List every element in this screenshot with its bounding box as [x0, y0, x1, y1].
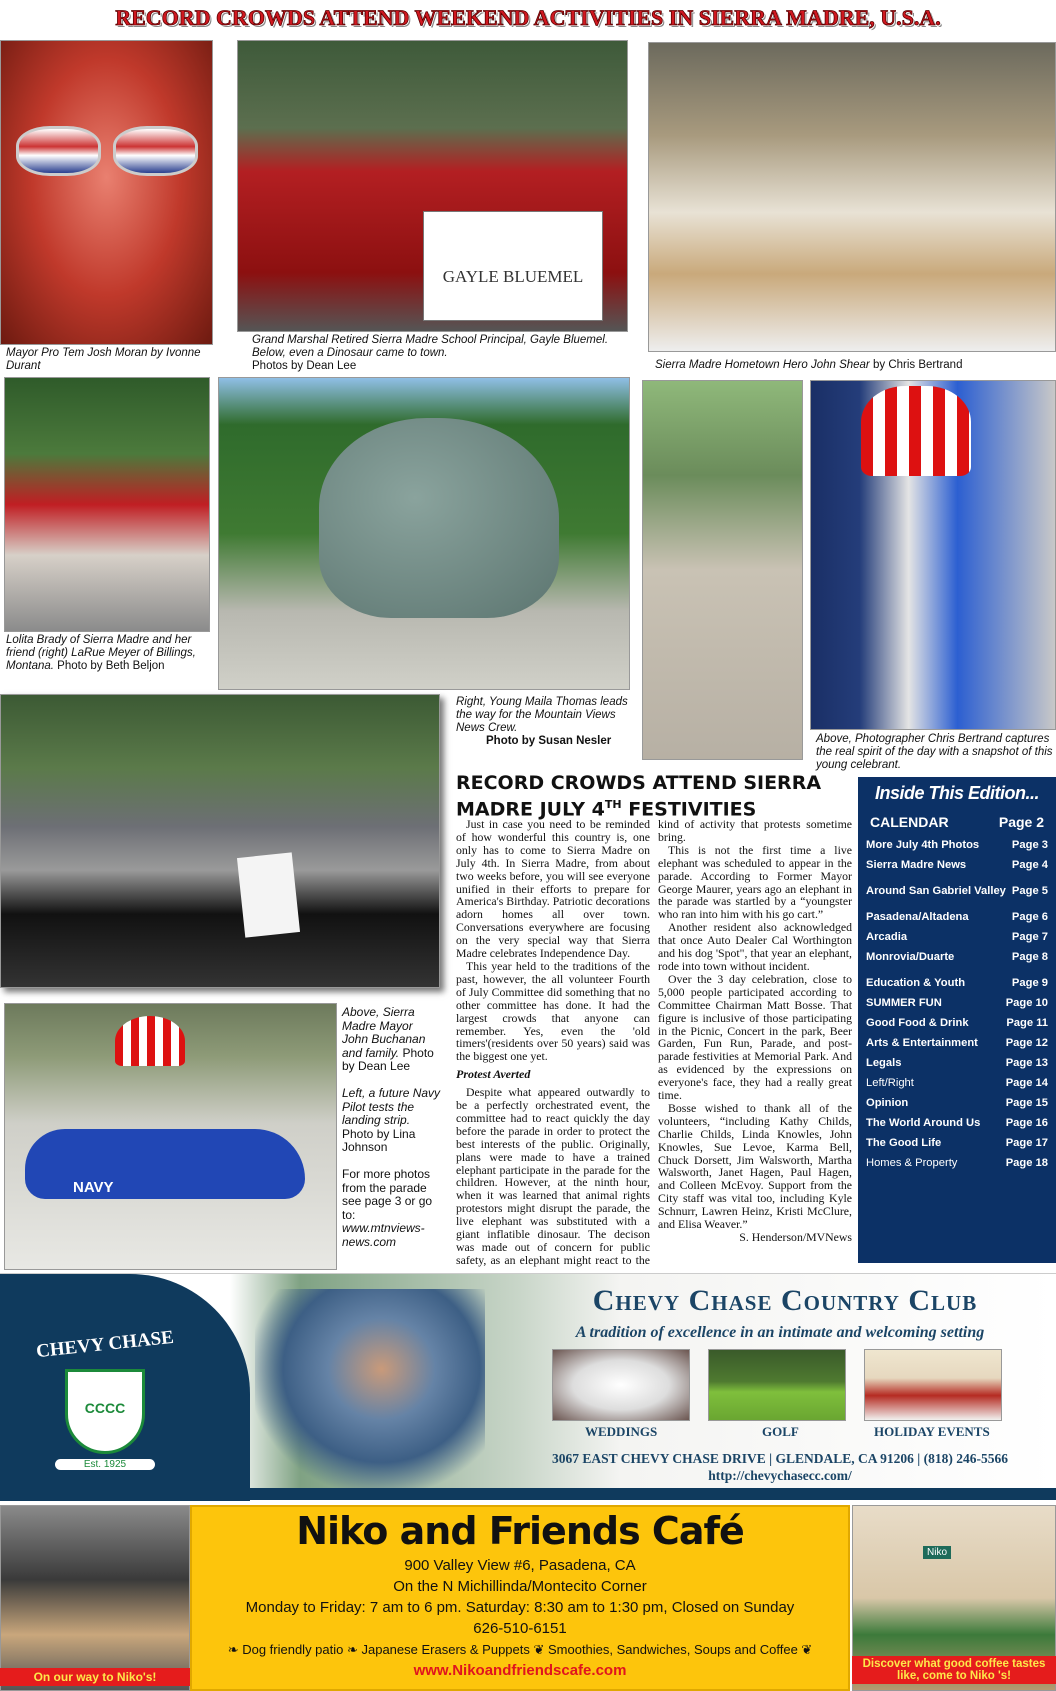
photo-lolita-brady — [4, 377, 210, 632]
toc-item[interactable] — [866, 997, 1048, 1009]
toc-page: Page 5 — [1011, 885, 1048, 897]
article-headline: RECORD CROWDS ATTEND SIERRA MADRE JULY 4TH FESTIVITIES — [456, 772, 822, 821]
toc-page: Page 8 — [1011, 951, 1048, 963]
toc-page: Page 18 — [1005, 1157, 1048, 1169]
toc-label: CALENDAR — [870, 814, 949, 830]
photo-john-shear — [648, 42, 1056, 352]
toc-item[interactable] — [866, 1057, 1048, 1069]
toc-item[interactable] — [866, 885, 1048, 897]
toc-label: SUMMER FUN — [866, 997, 942, 1009]
niko-phone: 626-510-6151 — [473, 1620, 567, 1637]
label-holiday-events: HOLIDAY EVENTS — [874, 1424, 990, 1439]
photo-young-celebrant — [810, 380, 1056, 730]
golfer-photo — [255, 1289, 485, 1489]
toc-item[interactable] — [866, 1137, 1048, 1149]
toc-page: Page 16 — [1005, 1117, 1048, 1129]
caption-grand-marshal: Grand Marshal Retired Sierra Madre School Principal, Gayle Bluemel. Below, even a Dinosaur came to town. Photos by Dean Lee — [252, 334, 609, 372]
photo-maila-thomas — [642, 380, 803, 760]
label-golf: GOLF — [762, 1424, 799, 1439]
toc-label: The World Around Us — [866, 1117, 981, 1129]
holiday-events-photo — [864, 1349, 1002, 1421]
page-title: RECORD CROWDS ATTEND WEEKEND ACTIVITIES IN SIERRA MADRE, U.S.A. — [115, 5, 941, 30]
niko-left-label: On our way to Niko's! — [0, 1668, 190, 1686]
chevy-logo-panel — [0, 1274, 250, 1501]
toc-label: Around San Gabriel Valley — [866, 885, 1006, 897]
chevy-chase-ad[interactable] — [0, 1273, 1056, 1500]
toc-page: Page 14 — [1005, 1077, 1048, 1089]
toc-page: Page 13 — [1005, 1057, 1048, 1069]
navy-plane-text: NAVY — [73, 1179, 114, 1196]
inside-this-edition — [858, 777, 1056, 1263]
toc-label: Arts & Entertainment — [866, 1037, 978, 1049]
toc-item[interactable] — [866, 839, 1048, 851]
toc-item[interactable] — [866, 1037, 1048, 1049]
caption-lolita: Lolita Brady of Sierra Madre and her friend (right) LaRue Meyer of Billings, Montana. Photo by Beth Beljon — [6, 634, 196, 672]
toc-page: Page 3 — [1011, 839, 1048, 851]
chevy-logo-text: CHEVY CHASE — [35, 1326, 175, 1363]
toc-page: Page 2 — [998, 814, 1044, 830]
toc-label: Homes & Property — [866, 1157, 958, 1169]
toc-page: Page 6 — [1011, 911, 1048, 923]
chevy-title: Chevy Chase Country Club — [592, 1284, 978, 1317]
toc-label: Monrovia/Duarte — [866, 951, 955, 963]
photo-navy-pilot — [4, 1003, 337, 1270]
more-photos-link[interactable]: www.mtnviews-news.com — [342, 1221, 425, 1249]
toc-page: Page 15 — [1005, 1097, 1048, 1109]
toc-label: Education & Youth — [866, 977, 966, 989]
toc-label: Sierra Madre News — [866, 859, 967, 871]
toc-item[interactable] — [866, 931, 1048, 943]
toc-item[interactable] — [866, 859, 1048, 871]
toc-page: Page 12 — [1005, 1037, 1048, 1049]
golf-photo — [708, 1349, 846, 1421]
toc-item[interactable] — [866, 1117, 1048, 1129]
toc-page: Page 7 — [1011, 931, 1048, 943]
photo-josh-moran — [0, 40, 213, 345]
niko-address: 900 Valley View #6, Pasadena, CA — [404, 1557, 636, 1574]
toc-item[interactable] — [866, 1077, 1048, 1089]
article-byline: S. Henderson/MVNews — [739, 1230, 852, 1244]
chevy-url[interactable]: http://chevychasecc.com/ — [708, 1468, 852, 1483]
chevy-tagline: A tradition of excellence in an intimate and welcoming setting — [575, 1324, 985, 1341]
caption-bertrand: Above, Photographer Chris Bertrand captures the real spirit of the day with a snapshot of this young celebrant. — [816, 733, 1053, 771]
caption-shear: Sierra Madre Hometown Hero John Shear by Chris Bertrand — [655, 359, 963, 371]
toc-label: Left/Right — [866, 1077, 914, 1089]
article-column-1: Just in case you need to be reminded of how wonderful this country is, one only has to come to Sierra Madre on July 4th. In Sierra Madre, from about two weeks before, you will see everyone unified in their efforts to prepare for America's Birthday. Patriotic decorations adorn homes all over town. Conversations everywhere are focusing on the very special way that Sierra Madre celebrates Independence Day. This year held to the traditions of the past, however, the all volunteer Fourth of July Committee did something that no other committee has done. It had the largest crowds that anyone can remember. Yes, even the 'old timers'(residents over 50 years) said was the biggest one yet. Protest Averted Despite what appeared outwardly to be a perfectly orchestrated event, the committee had to react quickly the day before the parade in order to protect the best interests of the public. Originally, plans were made to have a trained elephant participate in the parade for the children. However, at the ninth hour, when it was learned that animal rights protestors might disrupt the parade, the live elephant was substituted with a giant inflatible dinosaur. The decison was made out of concern for public safety, as an elephant might react to the kind of activity that protests sometime bring. This is not the first time a live elephant was scheduled to appear in the parade. According to Former Mayor George Maurer, years ago an elephant in the parade was startled by a “youngster who ran into him with his go cart.” Another resident also acknowledged that once Auto Dealer Cal Worthington and his dog 'Spot", that year an elephant, rode into town without incident. Over the 3 day celebration, close to 5,000 people participated according to Committee Chairman Matt Bosse. That figure is inclusive of those participating in the Picnic, Concert in the park, Beer Garden, Fun Run, Parade, and post-parade festivities at Memorial Park. And as evidenced by the expressions on everyone's face, they had a really great time. Bosse wished to thank all of the volunteers, “including Kathy Childs, Charlie Childs, Linda Knowles, John Knowles, Sue Levoe, Karma Bell, Chuck Dorsett, Jim Walsworth, Martha Walsworth, Janet Hagen, Paul Hagen, and Colleen McEvoy. Support from the City staff was vital too, including Kyle Schnurr, Lawren Heinz, Kristi McClure, and Elisa Weaver.” S. Henderson/MVNews — [456, 818, 852, 1267]
storefront-sign: Niko — [923, 1546, 951, 1559]
photo-grand-marshal — [237, 40, 628, 332]
toc-label: Good Food & Drink — [866, 1017, 969, 1029]
toc-item[interactable] — [866, 1097, 1048, 1109]
chevy-band — [0, 1488, 1056, 1500]
toc-label: Arcadia — [866, 931, 908, 943]
toc-page: Page 17 — [1005, 1137, 1048, 1149]
niko-features: ❧ Dog friendly patio ❧ Japanese Erasers & Puppets ❦ Smoothies, Sandwiches, Soups and Coffee ❦ — [227, 1642, 813, 1657]
article-subhead: Protest Averted — [456, 1067, 531, 1082]
niko-ad[interactable] — [190, 1505, 850, 1691]
weddings-photo — [552, 1349, 690, 1421]
toc-page: Page 4 — [1011, 859, 1048, 871]
toc-page: Page 11 — [1006, 1017, 1048, 1029]
photo-buchanan-car — [0, 694, 440, 988]
caption-moran: Mayor Pro Tem Josh Moran by Ivonne Durant — [6, 347, 201, 372]
toc-item[interactable] — [866, 977, 1048, 989]
photo-dog-in-car — [0, 1505, 190, 1691]
toc-page: Page 9 — [1011, 977, 1048, 989]
toc-label: Pasadena/Altadena — [866, 911, 969, 923]
toc-label: More July 4th Photos — [866, 839, 980, 851]
caption-buchanan-navy: Above, Sierra Madre Mayor John Buchanan and family. Photo by Dean Lee Left, a future Navy Pilot tests the landing strip. Photo by Lina Johnson For more photos from the parade see page 3 or go to: www.mtnviews-news.com — [342, 1005, 441, 1249]
toc-item[interactable] — [866, 1017, 1048, 1029]
toc-item[interactable] — [866, 814, 1048, 830]
toc-item[interactable] — [866, 951, 1048, 963]
niko-url[interactable]: www.Nikoandfriendscafe.com — [413, 1662, 627, 1679]
toc-label: Opinion — [866, 1097, 909, 1109]
toc-item[interactable] — [866, 911, 1048, 923]
niko-name: Niko and Friends Café — [296, 1509, 744, 1553]
inside-title: Inside This Edition... — [874, 783, 1039, 803]
toc-label: Legals — [866, 1057, 902, 1069]
caption-maila: Right, Young Maila Thomas leads the way for the Mountain Views News Crew. Photo by Susan Nesler — [456, 696, 628, 747]
chevy-address: 3067 EAST CHEVY CHASE DRIVE | GLENDALE, CA 91206 | (818) 246-5566 http://chevychasecc.com/ — [552, 1451, 1008, 1483]
gayle-sign: GAYLE BLUEMEL — [423, 211, 603, 321]
niko-right-label: Discover what good coffee tastes like, come to Niko 's! — [852, 1656, 1056, 1684]
toc-label: The Good Life — [866, 1137, 942, 1149]
toc-item[interactable] — [866, 1157, 1048, 1169]
niko-corner: On the N Michillinda/Montecito Corner — [393, 1578, 647, 1595]
chevy-est: Est. 1925 — [55, 1459, 155, 1470]
toc-page: Page 10 — [1005, 997, 1048, 1009]
label-weddings: WEDDINGS — [585, 1424, 658, 1439]
chevy-crest: CCCC — [65, 1369, 145, 1454]
niko-hours: Monday to Friday: 7 am to 6 pm. Saturday: 8:30 am to 1:30 pm, Closed on Sunday — [245, 1599, 795, 1616]
photo-dinosaur — [218, 377, 630, 690]
